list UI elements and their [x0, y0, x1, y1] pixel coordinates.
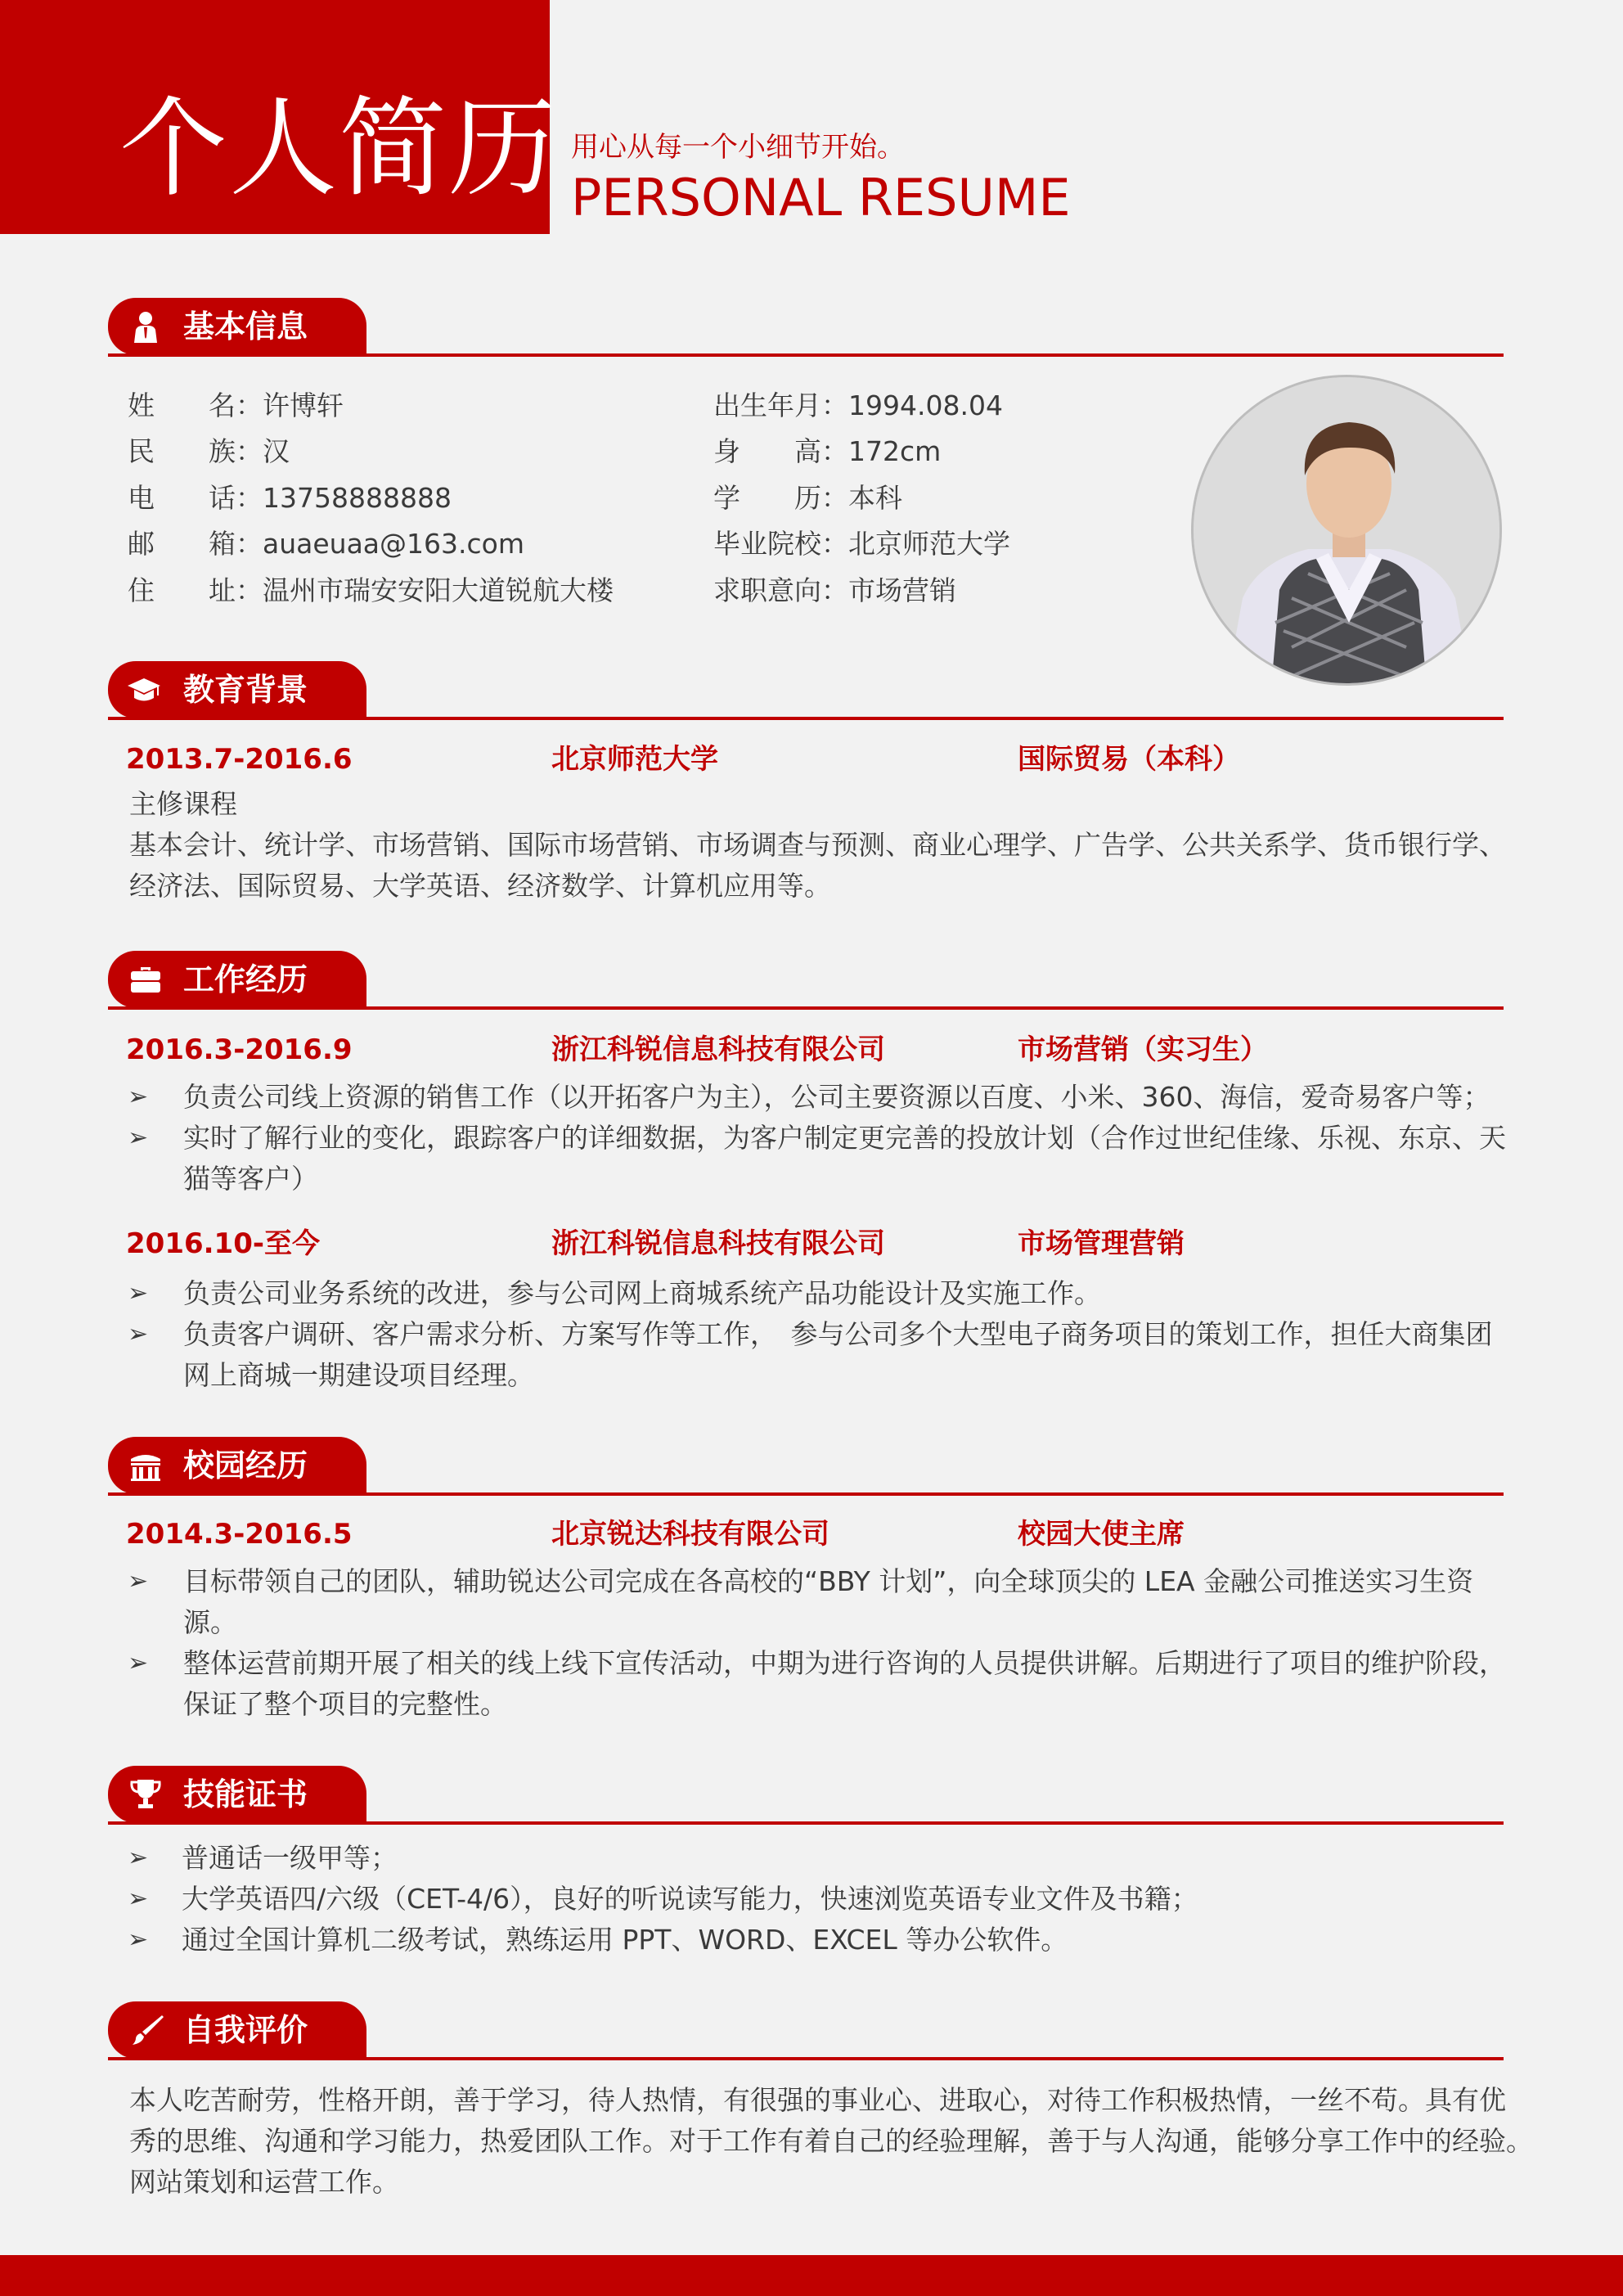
arrow-bullet-icon: ➢ [128, 1123, 149, 1152]
education-period: 2013.7-2016.6 [126, 743, 353, 776]
campus-company: 北京锐达科技有限公司 [551, 1518, 829, 1551]
section-header-education [108, 661, 1504, 720]
info-label: 姓 名： [128, 389, 263, 421]
info-value: 市场营销 [848, 574, 956, 606]
section-divider [108, 353, 1504, 357]
info-school [713, 528, 1010, 560]
bullet-text: 源。 [183, 1606, 237, 1638]
trophy-icon [128, 1778, 164, 1811]
info-label: 邮 箱： [128, 528, 263, 560]
paintbrush-icon [131, 2014, 164, 2046]
work-role: 市场营销（实习生） [1018, 1033, 1268, 1066]
education-major: 国际贸易（本科） [1018, 743, 1240, 776]
bullet-text: 整体运营前期开展了相关的线上线下宣传活动，中期为进行咨询的人员提供讲解。后期进行了项目的维护阶段， [183, 1647, 1506, 1679]
section-divider [108, 1492, 1504, 1496]
info-value: auaeuaa@163.com [263, 528, 524, 560]
section-header-skills [108, 1766, 1504, 1825]
profile-photo [1191, 375, 1502, 686]
info-value: 172cm [848, 435, 942, 467]
section-title: 技能证书 [183, 1776, 308, 1812]
school-building-icon [126, 1449, 165, 1482]
section-title: 教育背景 [183, 672, 308, 708]
section-tab [108, 951, 366, 1008]
info-height [713, 435, 941, 468]
info-value: 本科 [848, 482, 902, 514]
section-header-work [108, 951, 1504, 1010]
graduation-cap-icon [124, 673, 164, 706]
portrait-illustration [1194, 377, 1502, 686]
section-title: 自我评价 [183, 2012, 308, 2048]
page-title: 个人简历 [119, 86, 558, 212]
info-label: 民 族： [128, 435, 263, 467]
info-value: 温州市瑞安安阳大道锐航大楼 [263, 574, 614, 606]
info-label: 毕业院校： [713, 528, 848, 560]
campus-period: 2014.3-2016.5 [126, 1518, 353, 1551]
person-icon [129, 310, 162, 343]
info-label: 学 历： [713, 482, 848, 514]
bullet-text: 实时了解行业的变化，跟踪客户的详细数据，为客户制定更完善的投放计划（合作过世纪佳缘、乐视、东京、天 [183, 1122, 1506, 1154]
info-value: 北京师范大学 [848, 528, 1010, 560]
arrow-bullet-icon: ➢ [128, 1884, 149, 1913]
section-header-basic [108, 298, 1504, 357]
section-title: 校园经历 [183, 1447, 308, 1483]
info-label: 求职意向： [713, 574, 848, 606]
work-period: 2016.10-至今 [126, 1227, 320, 1260]
bullet-text: 普通话一级甲等； [182, 1842, 398, 1874]
arrow-bullet-icon: ➢ [128, 1649, 149, 1677]
work-company: 浙江科锐信息科技有限公司 [551, 1227, 885, 1260]
arrow-bullet-icon: ➢ [128, 1925, 149, 1954]
self-eval-line: 本人吃苦耐劳，性格开朗，善于学习，待人热情，有很强的事业心、进取心，对待工作积极热情，一丝不苟。具有优 [129, 2084, 1506, 2116]
info-value: 1994.08.04 [848, 389, 1003, 421]
self-eval-line: 网站策划和运营工作。 [129, 2166, 399, 2198]
bullet-text: 猫等客户） [183, 1163, 318, 1195]
bullet-text: 目标带领自己的团队，辅助锐达公司完成在各高校的“BBY 计划”，向全球顶尖的 LEA 金融公司推送实习生资 [183, 1565, 1474, 1597]
bullet-text: 网上商城一期建设项目经理。 [183, 1359, 534, 1391]
info-birthdate [713, 389, 1003, 422]
info-phone [128, 482, 452, 515]
section-divider [108, 1006, 1504, 1010]
section-tab [108, 298, 366, 355]
bullet-text: 大学英语四/六级（CET-4/6），良好的听说读写能力，快速浏览英语专业文件及书籍； [182, 1883, 1198, 1915]
briefcase-icon [129, 963, 162, 996]
section-header-campus [108, 1437, 1504, 1496]
section-title: 工作经历 [183, 961, 308, 997]
header-slogan: 用心从每一个小细节开始。 [571, 131, 905, 164]
courses-title: 主修课程 [129, 788, 237, 820]
footer-bar [0, 2255, 1623, 2296]
info-value: 汉 [263, 435, 290, 467]
info-name [128, 389, 344, 422]
info-degree [713, 482, 902, 515]
section-divider [108, 717, 1504, 720]
bullet-text: 保证了整个项目的完整性。 [183, 1688, 507, 1720]
bullet-text: 负责客户调研、客户需求分析、方案写作等工作， 参与公司多个大型电子商务项目的策划工作，担任大商集团 [183, 1318, 1493, 1350]
info-objective [713, 574, 956, 607]
info-label: 电 话： [128, 482, 263, 514]
work-role: 市场管理营销 [1018, 1227, 1185, 1260]
section-header-self [108, 2001, 1504, 2060]
work-period: 2016.3-2016.9 [126, 1033, 353, 1066]
section-divider [108, 1821, 1504, 1825]
arrow-bullet-icon: ➢ [128, 1279, 149, 1308]
info-label: 出生年月： [713, 389, 848, 421]
section-title: 基本信息 [183, 308, 308, 344]
info-email [128, 528, 524, 560]
self-eval-line: 秀的思维、沟通和学习能力，热爱团队工作。对于工作有着自己的经验理解，善于与人沟通，能够分享工作中的经验。 [129, 2125, 1533, 2157]
info-label: 住 址： [128, 574, 263, 606]
education-school: 北京师范大学 [551, 743, 718, 776]
bullet-text: 负责公司线上资源的销售工作（以开拓客户为主），公司主要资源以百度、小米、360、海信，爱奇易客户等； [183, 1081, 1490, 1113]
info-address [128, 574, 614, 607]
section-tab [108, 661, 366, 718]
info-ethnicity [128, 435, 290, 468]
arrow-bullet-icon: ➢ [128, 1567, 149, 1596]
section-tab [108, 1437, 366, 1494]
arrow-bullet-icon: ➢ [128, 1083, 149, 1111]
bullet-text: 负责公司业务系统的改进，参与公司网上商城系统产品功能设计及实施工作。 [183, 1277, 1101, 1309]
info-label: 身 高： [713, 435, 848, 467]
section-tab [108, 2001, 366, 2059]
campus-role: 校园大使主席 [1018, 1518, 1185, 1551]
arrow-bullet-icon: ➢ [128, 1320, 149, 1348]
courses-text-line: 经济法、国际贸易、大学英语、经济数学、计算机应用等。 [129, 870, 831, 902]
info-value: 许博轩 [263, 389, 344, 421]
info-value: 13758888888 [263, 482, 452, 514]
work-company: 浙江科锐信息科技有限公司 [551, 1033, 885, 1066]
courses-text-line: 基本会计、统计学、市场营销、国际市场营销、市场调查与预测、商业心理学、广告学、公共关系学、货币银行学、 [129, 829, 1506, 861]
bullet-text: 通过全国计算机二级考试，熟练运用 PPT、WORD、EXCEL 等办公软件。 [182, 1924, 1068, 1956]
section-divider [108, 2057, 1504, 2060]
header-subtitle-en: PERSONAL RESUME [571, 168, 1071, 227]
section-tab [108, 1766, 366, 1823]
arrow-bullet-icon: ➢ [128, 1844, 149, 1872]
